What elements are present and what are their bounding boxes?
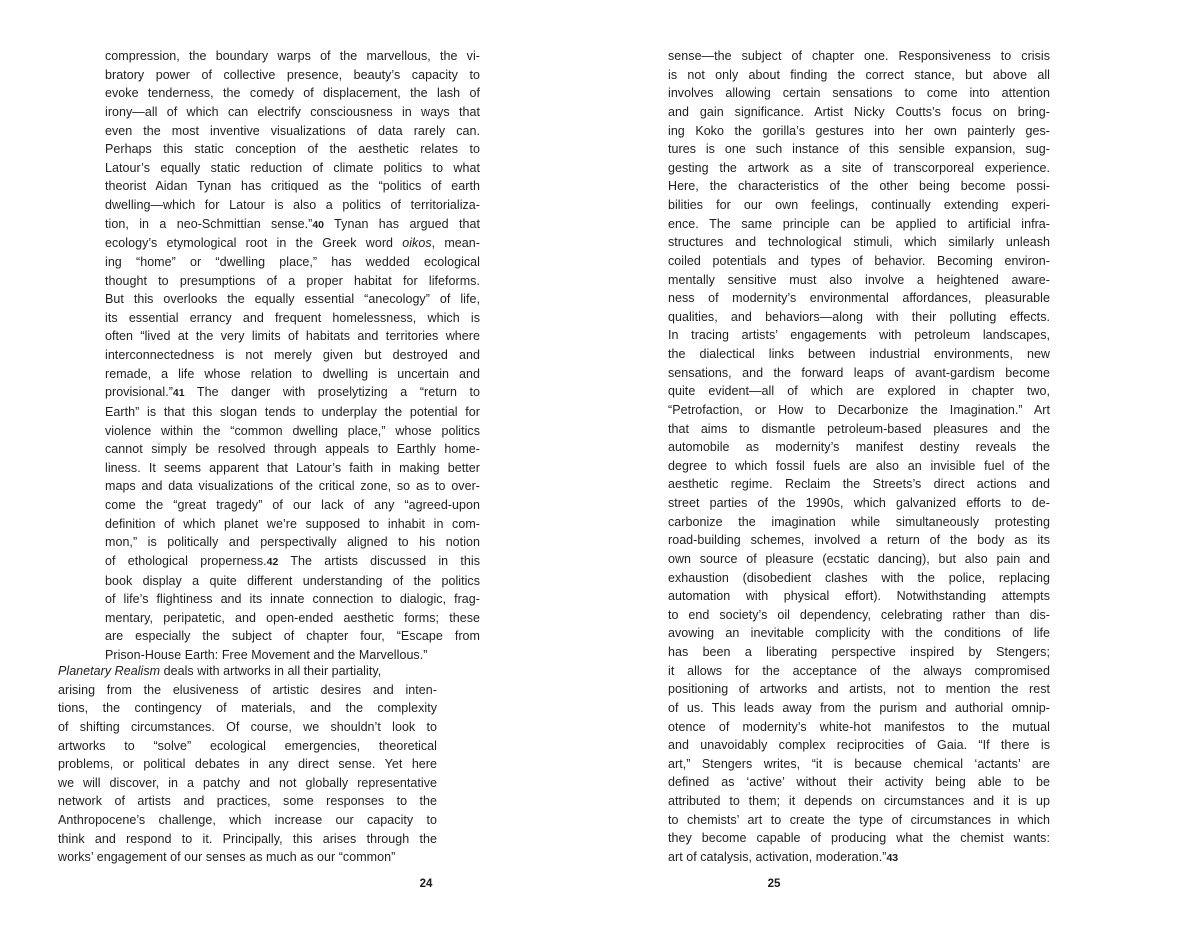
text-line: remade, a life whose relation to dwelling is uncertain and	[105, 366, 480, 381]
text-line: ing “home” or “dwelling place,” has wedded ecological	[105, 254, 480, 269]
page-number-right: 25	[767, 878, 781, 890]
text-line: tion, in a neo-Schmittian sense.”40 Tynan has argued that	[105, 216, 480, 231]
text-line: of life’s flightiness and its innate connection to dialogic, frag-	[105, 592, 480, 607]
text-line: they become capable of producing what the chemist wants:	[668, 831, 1050, 846]
text-line: art,” Stengers writes, “it is because chemical ‘actants’ are	[668, 756, 1050, 771]
text-line: come the “great tragedy” of our lack of any “agreed-upon	[105, 498, 480, 512]
text-line: sense—the subject of chapter one. Responsiveness to crisis	[668, 49, 1050, 63]
text-line: bilities for our own feelings, continually extending experi-	[668, 198, 1050, 212]
text-line: network of artists and practices, some responses to the	[58, 794, 437, 809]
text-line: cannot simply be resolved through appeals to Earthly home-	[105, 442, 480, 457]
text-line: aesthetic regime. Reclaim the Streets’s direct actions and	[668, 477, 1050, 492]
text-line: tures is one such instance of this sensible expansion, sug-	[668, 142, 1050, 157]
text-line: is not only about finding the correct stance, but above all	[668, 67, 1050, 82]
text-line: to end society’s oil dependency, celebrating rather than dis-	[668, 607, 1050, 622]
text-line: quite evident—all of which are explored in chapter two,	[668, 384, 1050, 399]
text-line: ness of modernity’s environmental affordances, pleasurable	[668, 291, 1050, 306]
text-line: street parties of the 1990s, which galvanized efforts to de-	[668, 496, 1050, 510]
text-line: mentally sensitive must also involve a heightened aware-	[668, 272, 1050, 287]
text-line: the dialectical links between industrial environments, new	[668, 347, 1050, 361]
text-line: of us. This leads away from the purism and authorial omnip-	[668, 700, 1050, 715]
text-line: irony—all of which can electrify consciousness in ways that	[105, 104, 480, 119]
text-line: ecology’s etymological root in the Greek word oikos, mean-	[105, 236, 480, 251]
text-line: automobile as modernity’s manifest destiny reveals the	[668, 440, 1050, 455]
text-line: ing Koko the gorilla’s gestures into her own painterly ges-	[668, 123, 1050, 138]
text-line: Here, the characteristics of the other being become possi-	[668, 179, 1050, 194]
text-line: structures and technological stimuli, which similarly unleash	[668, 235, 1050, 250]
text-line: otence of modernity’s white-hot manifestos to the mutual	[668, 719, 1050, 734]
text-line: In tracing artists’ engagements with petroleum landscapes,	[668, 328, 1050, 343]
text-line: involves allowing certain sensations to come into attention	[668, 86, 1050, 101]
text-line: problems, or political debates in any direct sense. Yet here	[58, 757, 437, 772]
text-line: works’ engagement of our senses as much as our “common”	[58, 850, 396, 865]
text-line: liness. It seems apparent that Latour’s faith in making better	[105, 460, 480, 475]
text-line: are especially the subject of chapter four, “Escape from	[105, 629, 480, 644]
text-line: violence within the “common dwelling place,” whose politics	[105, 423, 480, 438]
text-line: Earth” is that this slogan tends to underplay the potential for	[105, 404, 480, 419]
text-line: artworks to “solve” ecological emergencies, theoretical	[58, 738, 437, 753]
text-line: dwelling—which for Latour is also a politics of territorializa-	[105, 198, 480, 212]
text-line: art of catalysis, activation, moderation.”43	[668, 849, 899, 864]
text-line: avowing an inevitable complicity with the conditions of life	[668, 626, 1050, 641]
text-line: tions, the contingency of materials, and the complexity	[58, 701, 437, 716]
text-line: degree to which fossil fuels are also an invisible fuel of the	[668, 458, 1050, 473]
page-left-paragraph-1	[105, 47, 480, 665]
text-line: of shifting circumstances. Of course, we shouldn’t look to	[58, 719, 437, 734]
text-line: often “lived at the very limits of habitats and territories where	[105, 329, 480, 344]
text-line: and unavoidably complex reciprocities of Gaia. “If there is	[668, 738, 1050, 753]
text-line: arising from the elusiveness of artistic desires and inten-	[58, 682, 437, 697]
text-line: sensations, and the forward leaps of avant-gardism become	[668, 365, 1050, 380]
text-line: carbonize the imagination while simultaneously protesting	[668, 514, 1050, 529]
text-line: attributed to them; it depends on circumstances and it is up	[668, 794, 1050, 808]
page-left-paragraph-2	[58, 662, 437, 867]
text-line: definition of which planet we’re supposed to inhabit in com-	[105, 516, 480, 531]
text-line: mon,” is politically and perspectivally aligned to his notion	[105, 535, 480, 550]
text-line: exhaustion (disobedient clashes with the police, replacing	[668, 570, 1050, 585]
text-line: and gain significance. Artist Nicky Coutts’s focus on bring-	[668, 104, 1050, 119]
text-line: theorist Aidan Tynan has critiqued as the “politics of earth	[105, 179, 480, 194]
text-line: automation with physical effort). Notwithstanding attempts	[668, 589, 1050, 604]
text-line: it allows for the acceptance of the always compromised	[668, 663, 1050, 678]
text-line: Planetary Realism deals with artworks in all their partiality,	[58, 664, 382, 678]
text-line: interconnectedness is not merely given but destroyed and	[105, 348, 480, 362]
text-line: provisional.”41 The danger with proselytizing a “return to	[105, 385, 480, 400]
text-line: has been a liberating perspective inspired by Stengers;	[668, 645, 1050, 659]
text-line: mentary, peripatetic, and open-ended aesthetic forms; these	[105, 610, 480, 625]
text-line: Perhaps this static conception of the aesthetic relates to	[105, 142, 480, 157]
text-line: thought to presumptions of a proper habitat for lifeforms.	[105, 273, 480, 288]
text-line: coiled potentials and types of behavior. Becoming environ-	[668, 253, 1050, 268]
text-line: gesting the artwork as a site of transcorporeal experience.	[668, 160, 1050, 175]
text-line: to chemists’ art to create the type of circumstances in which	[668, 812, 1050, 827]
text-line: that aims to dismantle petroleum-based pleasures and the	[668, 421, 1050, 436]
text-line: think and respond to it. Principally, this arises through the	[58, 831, 437, 846]
text-line: even the most inventive visualizations of data rarely can.	[105, 123, 480, 138]
text-line: we will discover, in a patchy and not globally representative	[58, 775, 437, 790]
text-line: Latour’s equally static reduction of climate politics to what	[105, 160, 480, 175]
text-line: positioning of artworks and artists, not to mention the rest	[668, 682, 1050, 697]
text-line: maps and data visualizations of the critical zone, so as to over-	[105, 479, 480, 494]
text-line: bratory power of collective presence, beauty’s capacity to	[105, 67, 480, 82]
text-line: Prison-House Earth: Free Movement and the Marvellous.”	[105, 648, 428, 662]
text-line: of ethological properness.42 The artists discussed in this	[105, 553, 480, 568]
text-line: qualities, and behaviors—along with their polluting effects.	[668, 309, 1050, 324]
page-number-left: 24	[419, 878, 433, 890]
text-line: defined as ‘active’ without their activity being able to be	[668, 775, 1050, 790]
text-line: compression, the boundary warps of the marvellous, the vi-	[105, 49, 480, 63]
text-line: But this overlooks the equally essential “anecology” of life,	[105, 292, 480, 307]
text-line: its essential errancy and frequent homelessness, which is	[105, 310, 480, 325]
page-right-paragraph	[668, 47, 1050, 868]
text-line: road-building schemes, involved a return of the body as its	[668, 533, 1050, 548]
text-line: evoke tenderness, the comedy of displacement, the lash of	[105, 86, 480, 101]
text-line: own source of pleasure (ecstatic dancing), but also pain and	[668, 551, 1050, 566]
text-line: “Petrofaction, or How to Decarbonize the Imagination.” Art	[668, 402, 1050, 417]
text-line: book display a quite different understanding of the politics	[105, 573, 480, 588]
text-line: Anthropocene’s challenge, which increase our capacity to	[58, 813, 437, 827]
text-line: ence. The same principle can be applied to artificial infra-	[668, 216, 1050, 231]
